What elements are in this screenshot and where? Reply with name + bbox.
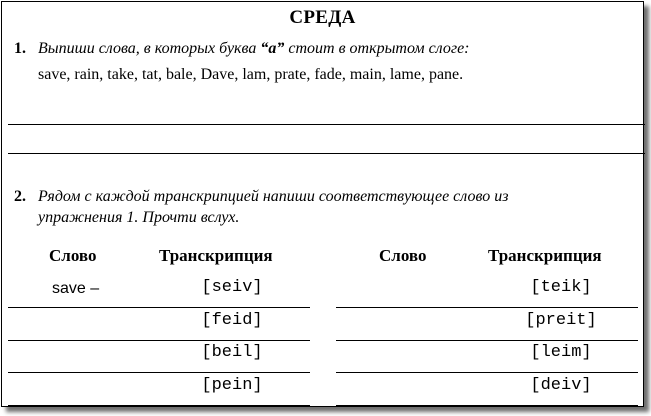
left-transcription-3: [beil] — [201, 343, 263, 362]
right-transcription-4: [deiv] — [530, 376, 592, 395]
page-title: СРЕДА — [289, 7, 356, 28]
right-answer-line-3[interactable] — [336, 372, 638, 373]
task2-number: 2. — [14, 188, 26, 205]
right-answer-line-4[interactable] — [336, 405, 638, 406]
worksheet — [1, 1, 644, 407]
right-answer-line-2[interactable] — [336, 340, 638, 341]
column-header-word-left: Слово — [49, 246, 97, 265]
task2-instruction-line1: Рядом с каждой транскрипцией напиши соответствующее слово из — [38, 188, 509, 205]
left-transcription-2: [feid] — [201, 311, 263, 330]
answer-line-2[interactable] — [8, 153, 645, 154]
right-transcription-1: [teik] — [530, 278, 592, 297]
left-transcription-4: [pein] — [201, 376, 263, 395]
task2-instruction-line2: упражнения 1. Прочти вслух. — [38, 209, 240, 226]
task1-word-list: save, rain, take, tat, bale, Dave, lam, prate, fade, main, lame, pane. — [38, 66, 464, 83]
left-answer-line-1[interactable] — [8, 307, 310, 308]
task1-instruction — [38, 38, 470, 59]
right-answer-line-1[interactable] — [336, 307, 638, 308]
right-transcription-3: [leim] — [530, 343, 592, 362]
left-answer-line-2[interactable] — [8, 340, 310, 341]
column-header-transcription-left: Транскрипция — [159, 246, 273, 265]
task1-number: 1. — [14, 40, 26, 57]
task1-letter-quote: “a” — [260, 40, 285, 57]
left-answer-line-4[interactable] — [8, 405, 310, 406]
column-header-transcription-right: Транскрипция — [488, 246, 602, 265]
left-answer-line-3[interactable] — [8, 372, 310, 373]
answer-line-1[interactable] — [8, 124, 645, 125]
right-transcription-2: [preit] — [525, 311, 597, 330]
column-header-word-right: Слово — [379, 246, 427, 265]
left-answer-word-1[interactable]: save – — [52, 280, 100, 297]
left-transcription-1: [seiv] — [201, 278, 263, 297]
task1-text-before: Выпиши слова, в которых буква — [38, 40, 261, 57]
task1-text-after: стоит в открытом слоге: — [284, 40, 470, 57]
